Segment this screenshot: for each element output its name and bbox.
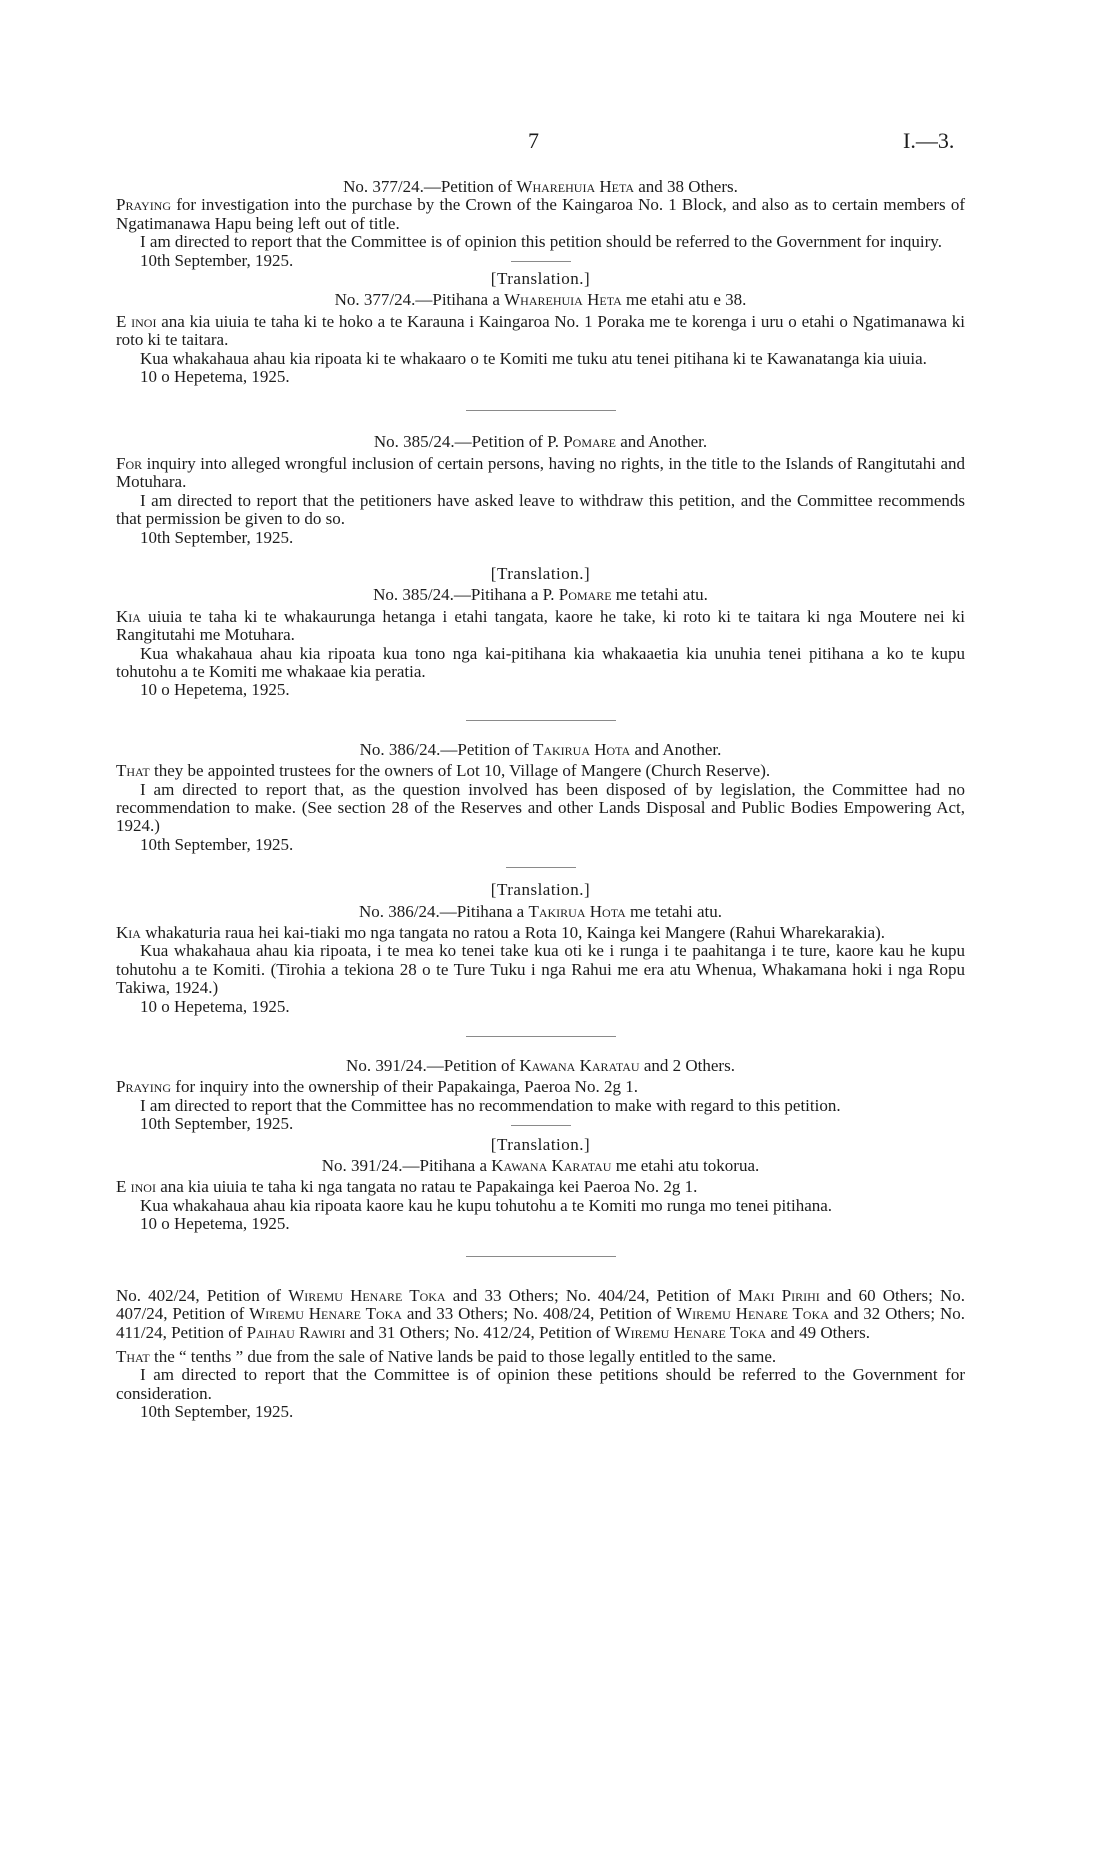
translation-date: 10 o Hepetema, 1925. [140,367,290,387]
page-number: 7 [528,128,539,153]
committee-report: I am directed to report that the Committee is of opinion these petitions should be referred to the Government for consideration. [116,1365,965,1403]
report-date: 10th September, 1925. [140,834,294,854]
petition-prayer: For inquiry into alleged wrongful inclusion of certain persons, having no rights, in the title to the Islands of Rangitutahi and Motuhara. [116,453,965,492]
translation-prayer: Kia whakaturia raua hei kai-tiaki mo nga tangata no ratou a Rota 10, Kainga kei Mangere (Rahui Wharekarakia). [116,923,886,942]
translation-title: No. 385/24.—Pitihana a P. Pomare me tetahi atu. [373,585,708,605]
translation-title: No. 377/24.—Pitihana a Wharehuia Heta me etahi atu e 38. [334,290,747,310]
section-divider [466,410,616,411]
report-date: 10th September, 1925. [140,1402,294,1422]
petition-title: No. 391/24.—Petition of Kawana Karatau and 2 Others. [346,1056,735,1076]
petition-title: No. 386/24.—Petition of Takirua Hota and Another. [359,739,722,759]
divider [506,867,576,868]
translation-prayer: E inoi ana kia uiuia te taha ki te hoko a te Karauna i Kaingaroa No. 1 Poraka me te korenga i uru o etahi o Ngatimanawa ki roto ki te taitara. [116,311,965,350]
petition-prayer: Praying for investigation into the purchase by the Crown of the Kaingaroa No. 1 Block, and also as to certain members of Ngatimanawa Hapu being left out of title. [116,195,965,233]
petition-377 [116,178,965,386]
petition-title: No. 385/24.—Petition of P. Pomare and Another. [373,432,708,452]
divider [511,261,571,262]
translation-report: Kua whakahaua ahau kia ripoata ki te whakaaro o te Komiti me tuku atu tenei pitihana ki te Kawanatanga kia uiuia. [140,348,927,368]
section-divider [466,720,616,721]
translation-title: No. 391/24.—Pitihana a Kawana Karatau me etahi atu tokorua. [321,1156,760,1176]
section-divider [466,1256,616,1257]
report-date: 10th September, 1925. [140,1114,294,1134]
translation-label: [Translation.] [490,269,591,289]
petition-391 [116,1057,965,1234]
translation-date: 10 o Hepetema, 1925. [140,996,290,1016]
translation-prayer: E inoi ana kia uiuia te taha ki nga tangata no ratau te Papakainga kei Paeroa No. 2g 1. [116,1177,698,1197]
petitions-402-412 [116,1287,965,1422]
translation-date: 10 o Hepetema, 1925. [140,1214,290,1234]
committee-report: I am directed to report that the Committee is of opinion this petition should be referred to the Government for inquiry. [140,232,942,252]
translation-title: No. 386/24.—Pitihana a Takirua Hota me tetahi atu. [358,901,723,921]
translation-prayer: Kia uiuia te taha ki te whakaurunga hetanga i etahi tangata, kaore he take, ki roto ki te taitara ki nga Moutere nei ki Rangitutahi me Motuhara. [116,606,965,645]
translation-date: 10 o Hepetema, 1925. [140,680,290,700]
committee-report: I am directed to report that the petitioners have asked leave to withdraw this petition, and the Committee recommends that permission be given to do so. [116,490,965,529]
divider [511,1125,571,1126]
translation-label: [Translation.] [490,1134,591,1154]
petition-prayer: Praying for inquiry into the ownership of their Papakainga, Paeroa No. 2g 1. [116,1077,638,1097]
petition-title: No. 377/24.—Petition of Wharehuia Heta and 38 Others. [343,177,738,196]
translation-report: Kua whakahaua ahau kia ripoata kua tono nga kai-pitihana kia whakaaetia kia unuhia tenei pitihana a ko te kupu tohutohu a te Komiti me whakaae kia peratia. [116,643,965,681]
petition-386 [116,741,965,1016]
report-date: 10th September, 1925. [140,527,294,547]
document-reference: I.—3. [903,128,955,153]
translation-report: Kua whakahaua ahau kia ripoata, i te mea ko tenei take kua oti ke i runga i te paahitanga i te ture, kaore kau he kupu tohutohu a te Komiti. (Tirohia a tekiona 28 o te Ture Tuku i nga Rahui me era atu Whenua, Whakamana hoki i nga Ropu Takiwa, 1924.) [116,941,965,998]
committee-report: I am directed to report that the Committee has no recommendation to make with regard to this petition. [140,1095,841,1115]
translation-label: [Translation.] [490,563,591,583]
translation-report: Kua whakahaua ahau kia ripoata kaore kau he kupu tohutohu a te Komiti mo runga mo tenei pitihana. [140,1195,833,1215]
section-divider [466,1036,616,1037]
combined-petitions-title: No. 402/24, Petition of Wiremu Henare Toka and 33 Others; No. 404/24, Petition of Maki Pirihi and 60 Others; No. 407/24, Petition of Wiremu Henare Toka and 33 Others; No. 408/24, Petition of Wiremu Henare Toka and 32 Others; No. 411/24, Petition of Paihau Rawiri and 31 Others; No. 412/24, Petition of Wiremu Henare Toka and 49 Others. [116,1285,966,1342]
petition-prayer: That the “ tenths ” due from the sale of Native lands be paid to those legally entitled to the same. [116,1346,777,1366]
translation-label: [Translation.] [490,880,591,900]
committee-report: I am directed to report that, as the question involved has been disposed of by legislation, the Committee had no recommendation to make. (See section 28 of the Reserves and other Lands Disposal and Public Bodies Empowering Act, 1924.) [116,779,965,836]
page-content [116,178,965,1422]
petition-385 [116,433,965,699]
report-date: 10th September, 1925. [140,250,294,270]
petition-prayer: That they be appointed trustees for the owners of Lot 10, Village of Mangere (Church Reserve). [116,761,771,781]
